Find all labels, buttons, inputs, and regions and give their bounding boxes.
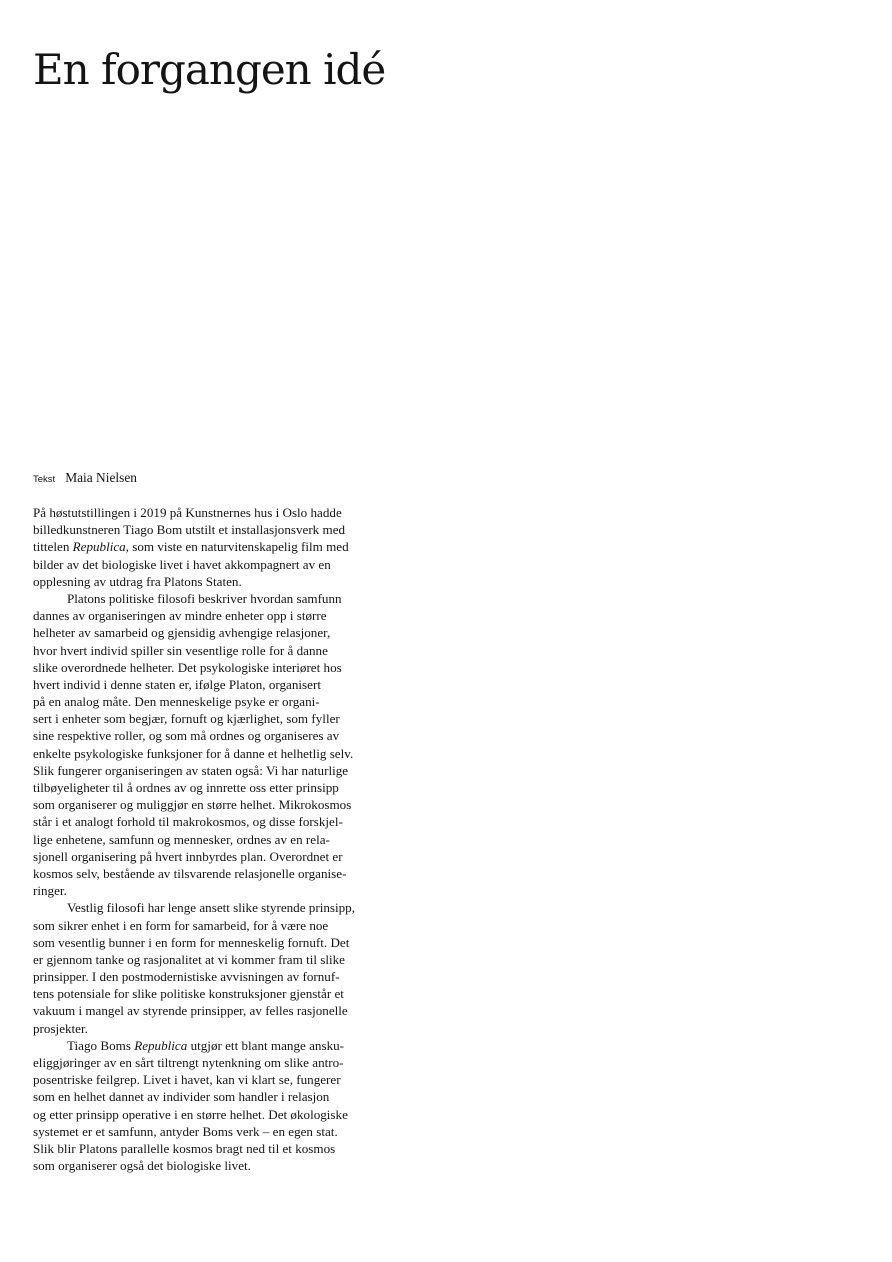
body-text: som sikrer enhet i en form for samarbeid, for å være noe [33, 917, 329, 933]
body-text: som en helhet dannet av individer som handler i relasjon [33, 1089, 330, 1105]
body-line [33, 676, 383, 693]
body-text: bilder av det biologiske livet i havet akkompagnert av en [33, 556, 331, 572]
body-text: Slik blir Platons parallelle kosmos bragt ned til et kosmos [33, 1140, 336, 1156]
body-text: systemet er et samfunn, antyder Boms verk – en egen stat. [33, 1123, 338, 1139]
body-line [33, 659, 383, 676]
body-line [33, 624, 383, 641]
body-text: Tiago Boms [67, 1037, 135, 1053]
body-line [33, 642, 383, 659]
body-line [33, 538, 383, 555]
body-line [33, 813, 383, 830]
italic-title-text: Republica [134, 1037, 188, 1053]
body-text: prinsipper. I den postmodernistiske avvisningen av fornuf- [33, 969, 340, 985]
byline-author: Maia Nielsen [65, 470, 137, 485]
italic-title-text: Republica [72, 539, 126, 555]
body-text: sert i enheter som begjær, fornuft og kjærlighet, som fyller [33, 711, 340, 727]
body-text: kosmos selv, bestående av tilsvarende relasjonelle organise- [33, 865, 347, 881]
body-text: er gjennom tanke og rasjonalitet at vi kommer fram til slike [33, 951, 345, 967]
byline-label: Tekst [33, 474, 56, 485]
body-text: vakuum i mangel av styrende prinsipper, av felles rasjonelle [33, 1003, 348, 1019]
body-text: slike overordnede helheter. Det psykologiske interiøret hos [33, 659, 342, 675]
body-text: billedkunstneren Tiago Bom utstilt et installasjonsverk med [33, 522, 346, 538]
article-title: En forgangen idé [33, 45, 386, 94]
body-text: eliggjøringer av en sårt tiltrengt nytenkning om slike antro- [33, 1055, 344, 1070]
body-line [33, 968, 383, 985]
body-line [33, 504, 383, 521]
body-line [33, 556, 383, 573]
body-line [33, 762, 383, 779]
body-text: Platons politiske filosofi beskriver hvordan samfunn [67, 590, 342, 606]
body-text: utgjør ett blant mange ansku- [187, 1037, 345, 1053]
byline [33, 468, 137, 488]
body-text: helheter av samarbeid og gjensidig avhengige relasjoner, [33, 625, 331, 641]
body-line [33, 1071, 383, 1088]
body-text: , som viste en naturvitenskapelig film med [125, 539, 349, 555]
body-line [33, 865, 383, 882]
body-text: hvert individ i denne staten er, ifølge Platon, organisert [33, 676, 321, 692]
body-line [33, 573, 383, 590]
body-line [33, 1157, 383, 1174]
body-line [33, 1123, 383, 1140]
body-text: lige enhetene, samfunn og mennesker, ordnes av en rela- [33, 831, 330, 847]
body-text: tittelen [33, 539, 73, 555]
body-text: Slik fungerer organiseringen av staten også: Vi har naturlige [33, 762, 349, 778]
body-text: Vestlig filosofi har lenge ansett slike styrende prinsipp, [67, 900, 356, 916]
body-line [33, 831, 383, 848]
body-line [33, 796, 383, 813]
body-line [33, 985, 383, 1002]
body-text: dannes av organiseringen av mindre enheter opp i større [33, 608, 327, 624]
body-line [33, 727, 383, 744]
body-line [33, 590, 383, 607]
body-line [33, 745, 383, 762]
body-text: posentriske feilgrep. Livet i havet, kan vi klart se, fungerer [33, 1072, 341, 1088]
body-line [33, 779, 383, 796]
body-line [33, 710, 383, 727]
body-line [33, 693, 383, 710]
body-text: tens potensiale for slike politiske konstruksjoner gjenstår et [33, 986, 344, 1002]
body-line [33, 1088, 383, 1105]
body-text: opplesning av utdrag fra Platons Staten. [33, 573, 242, 589]
body-text: og etter prinsipp operative i en større helhet. Det økologiske [33, 1106, 348, 1122]
body-text: står i et analogt forhold til makrokosmos, og disse forskjel- [33, 814, 343, 830]
body-line [33, 607, 383, 624]
body-line [33, 1054, 383, 1071]
body-text: ringer. [33, 883, 67, 899]
body-line [33, 1106, 383, 1123]
body-text: som vesentlig bunner i en form for menneskelig fornuft. Det [33, 934, 350, 950]
body-text: som organiserer og muliggjør en større helhet. Mikrokosmos [33, 797, 352, 813]
body-line [33, 882, 383, 899]
body-line [33, 1002, 383, 1019]
body-line [33, 1037, 383, 1054]
body-text: på en analog måte. Den menneskelige psyke er organi- [33, 694, 320, 710]
body-text: På høstutstillingen i 2019 på Kunstnernes hus i Oslo hadde [33, 505, 342, 520]
body-line [33, 934, 383, 951]
body-line [33, 951, 383, 968]
body-text: tilbøyeligheter til å ordnes av og innrette oss etter prinsipp [33, 780, 339, 795]
body-line [33, 521, 383, 538]
body-line [33, 848, 383, 865]
body-text: sjonell organisering på hvert innbyrdes plan. Overordnet er [33, 848, 343, 864]
body-text: hvor hvert individ spiller sin vesentlige rolle for å danne [33, 642, 328, 658]
body-text: enkelte psykologiske funksjoner for å danne et helhetlig selv. [33, 745, 354, 761]
body-line [33, 917, 383, 934]
article-body [33, 504, 383, 1174]
body-text: sine respektive roller, og som må ordnes og organiseres av [33, 728, 340, 744]
body-text: prosjekter. [33, 1020, 88, 1036]
body-line [33, 1140, 383, 1157]
body-text: som organiserer også det biologiske livet. [33, 1158, 251, 1174]
body-line [33, 1020, 383, 1037]
body-line [33, 899, 383, 916]
